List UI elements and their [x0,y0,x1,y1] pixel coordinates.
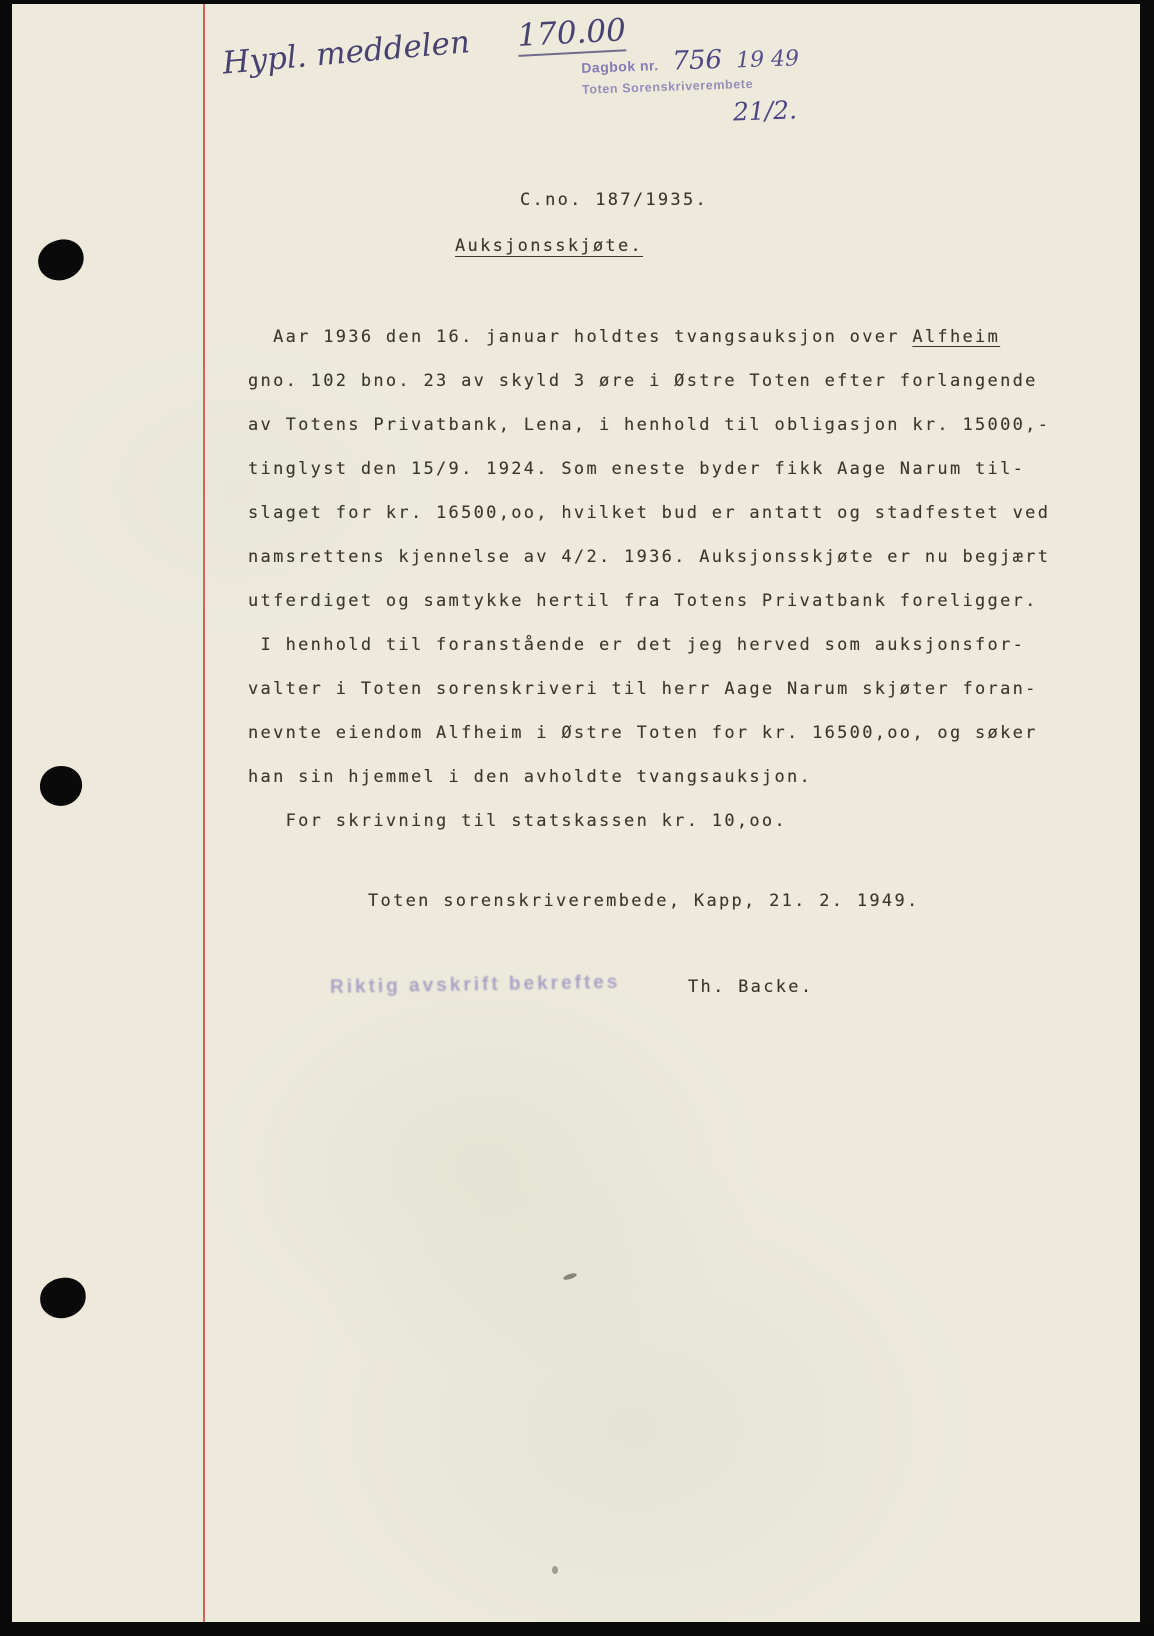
typewritten-line [248,755,1108,799]
dagbok-stamp [581,42,802,132]
dagbok-date-handwritten: 21/2. [732,95,798,127]
text-segment: tinglyst den 15/9. 1924. Som eneste byder fikk Aage Narum til- [248,459,1026,479]
ink-speck [552,1566,558,1574]
dagbok-number-handwritten: 756 [671,44,723,77]
dagbok-stamp-label: Dagbok nr. [580,57,659,76]
signature: Th. Backe. [688,977,814,997]
text-segment: gno. 102 bno. 23 av skyld 3 øre i Østre Toten efter forlangende [248,371,1038,391]
text-segment: av Totens Privatbank, Lena, i henhold til obligasjon kr. 15000,- [248,415,1051,435]
typewritten-line [248,315,1108,359]
typewritten-line [248,447,1108,491]
dateline: Toten sorenskriverembede, Kapp, 21. 2. 1949. [368,891,920,911]
scan-edge-left [0,0,12,1636]
text-segment: For skrivning til statskassen kr. 10,oo. [248,811,787,831]
text-segment: nevnte eiendom Alfheim i Østre Toten for kr. 16500,oo, og søker [248,723,1038,743]
text-segment: namsrettens kjennelse av 4/2. 1936. Auksjonsskjøte er nu begjært [248,547,1051,567]
text-segment: valter i Toten sorenskriveri til herr Aage Narum skjøter foran- [248,679,1038,699]
document-title: Auksjonsskjøte. [455,236,644,256]
text-segment: Aar 1936 den 16. januar holdtes tvangsauksjon over [248,327,913,347]
text-segment: slaget for kr. 16500,oo, hvilket bud er antatt og stadfestet ved [248,503,1051,523]
scan-edge-right [1140,0,1154,1636]
typewritten-line [248,535,1108,579]
typewritten-line [248,491,1108,535]
typewritten-line [248,623,1108,667]
underlined-text: Alfheim [912,327,1001,347]
typewritten-line [248,359,1108,403]
handwritten-fee-text: Hypl. meddelen [221,24,472,82]
dagbok-stamp-office: Toten Sorenskriverembete [581,76,754,97]
typewritten-line [248,711,1108,755]
typewritten-line [248,403,1108,447]
text-segment: han sin hjemmel i den avholdte tvangsauksjon. [248,767,813,787]
dagbok-stamp-row [581,42,800,80]
text-segment: utferdiget og samtykke hertil fra Totens Privatbank foreligger. [248,591,1038,611]
text-segment: I henhold til foranstående er det jeg herved som auksjonsfor- [248,635,1026,655]
typewritten-line [248,667,1108,711]
handwritten-fee-amount: 170.00 [517,12,627,57]
body-lines [248,315,1108,843]
scan-edge-top [0,0,1154,4]
case-number: C.no. 187/1935. [520,190,709,210]
dagbok-year: 19 49 [735,46,800,74]
typewritten-line [248,799,1108,843]
red-margin-line [203,4,205,1622]
scan-edge-bottom [0,1622,1154,1636]
typewritten-line [248,579,1108,623]
certification-stamp: Riktig avskrift bekreftes [329,971,621,998]
